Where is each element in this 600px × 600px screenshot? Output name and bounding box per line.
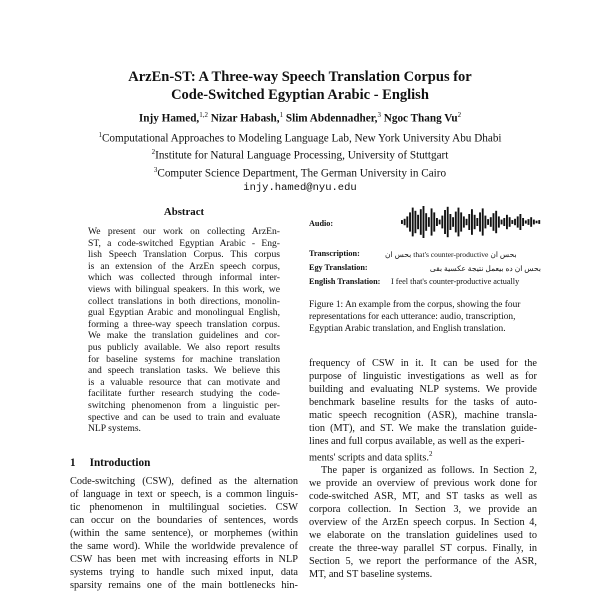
waveform-bar (417, 215, 419, 229)
waveform-bar (455, 212, 457, 233)
intro-line: The paper is organized as follows. In Section 2, (321, 465, 537, 477)
waveform-bar (525, 220, 527, 223)
intro-line: we provide an overview of previous work done for (309, 478, 537, 490)
author-names: Injy Hamed,$^{1,2}$ Nizar Habash,$^1$ Slim Abdennadher,$^3$ Ngoc Thang Vu$^2$ (138, 111, 462, 125)
intro-line: Code-switching (CSW), defined as the alternation (70, 476, 298, 487)
intro-paragraph-2 (309, 464, 537, 581)
transcription-text: بحس ان that's counter-productive بحس ان (385, 250, 517, 259)
intro-paragraph-1-cont (309, 357, 537, 448)
abstract-line: and speech translation tasks. We believe this (88, 365, 280, 377)
intro-line: building and evaluating NLP systems. We provide (309, 384, 537, 395)
waveform-bar (501, 220, 503, 225)
waveform-bar (474, 215, 476, 229)
waveform-bar (433, 212, 435, 231)
waveform-bar (444, 210, 446, 234)
abstract-body (88, 226, 280, 435)
abstract-line: NLP systems. (88, 423, 141, 435)
figure-1-caption: Figure 1: An example from the corpus, showing the four representations for each utterance: audio, transcription, Egyptian Arabic translation, and English translation. (309, 300, 521, 334)
waveform-bar (425, 213, 427, 231)
abstract-heading: Abstract (163, 206, 205, 218)
waveform-bar (519, 214, 521, 230)
abstract-line: We make the translation guidelines and cor- (88, 330, 280, 342)
waveform-bar (490, 217, 492, 227)
affiliation-2: $^2$Institute for Natural Language Processing, University of Stuttgart (151, 148, 449, 163)
waveform-bar (406, 216, 408, 227)
intro-line: we elaborate on the translation guidelines used to (309, 530, 537, 542)
waveform-bar (495, 211, 497, 233)
abstract-line: ST, a code-switched Egyptian Arabic - Eng- (88, 237, 280, 249)
intro-line: purpose of linguistic investigations as well as for (309, 371, 537, 382)
waveform-bar (517, 216, 519, 227)
abstract-line: for baseline systems for machine translation (88, 353, 280, 365)
waveform-bar (439, 220, 441, 225)
waveform-bar (528, 219, 530, 225)
intro-line: can occur on the boundaries of sentences, words (70, 515, 298, 526)
intro-line: benchmark baseline results for the tasks of auto- (309, 397, 537, 408)
waveform-bar (471, 209, 473, 235)
intro-line: CSW has been met with increasing efforts in NLP (70, 554, 298, 565)
waveform-bar (460, 212, 462, 231)
abstract-line: facilitate further research studying the code- (88, 388, 280, 400)
intro-line: lines and full corpus available, as well as the experi- (309, 436, 525, 447)
waveform-bar (401, 220, 403, 224)
waveform-bar (409, 212, 411, 231)
waveform-bar (533, 220, 535, 225)
waveform-bar (428, 217, 430, 227)
waveform-bar (431, 208, 433, 235)
affiliation-1: $^1$Computational Approaches to Modeling Language Lab, New York University Abu Dhabi (98, 130, 502, 145)
waveform-bar (476, 218, 478, 226)
waveform-bar (436, 218, 438, 226)
waveform-bar (414, 211, 416, 233)
abstract-line: switching phenomenon from a linguistic per- (88, 399, 280, 411)
waveform-bar (530, 217, 532, 227)
english-translation-row: English Translation: I feel that's counter-productive actually (309, 277, 520, 286)
waveform-bar (423, 206, 425, 238)
waveform-bar (468, 214, 470, 230)
paper-title: ArzEn-ST: A Three-way Speech Translation Corpus for Code-Switched Egyptian Arabic - English (128, 69, 472, 103)
audio-row: Audio: (309, 219, 334, 228)
intro-line: sparsity remains one of the main bottlenecks hin- (70, 580, 298, 591)
abstract-line: gual Egyptian Arabic and monolingual English, (88, 307, 280, 319)
waveform-bar (522, 218, 524, 226)
intro-paragraph-1-last-line: ments' scripts and data splits.$^2$ (309, 450, 433, 464)
abstract-line: We present our work on collecting ArzEn- (88, 226, 280, 237)
abstract-line: is a valuable resource that can motivate and (88, 376, 280, 388)
waveform-bar (449, 214, 451, 230)
abstract-line: is an extension of the ArzEn speech corpus, (88, 260, 280, 272)
figure-1 (309, 205, 541, 295)
waveform-bar (458, 208, 460, 237)
author-block (0, 108, 600, 195)
intro-line: code-switched ASR, MT, and ST tasks as well as (309, 491, 537, 503)
waveform-bar (538, 220, 540, 224)
waveform-bar (514, 219, 516, 225)
abstract-line: spective and can be used to train and evaluate (88, 411, 280, 423)
intro-line: matic speech recognition (ASR), machine transla- (309, 410, 537, 421)
transcription-row: Transcription: (309, 249, 360, 258)
intro-line: of language in text or speech, is a common linguis- (70, 489, 298, 500)
abstract-line: views with bilingual speakers. In this work, we (88, 283, 280, 295)
waveform-bar (511, 220, 513, 224)
waveform-bar (404, 219, 406, 225)
egy-translation-text: بحس ان ده بيعمل نتيجة عكسية بقى (429, 264, 541, 273)
abstract-line: which was collected through informal inter- (88, 272, 280, 284)
abstract-line: lish Speech Translation Corpus. This corpus (88, 249, 280, 261)
affiliation-3: $^3$Computer Science Department, The German University in Cairo (153, 166, 447, 180)
waveform-bar (463, 216, 465, 227)
section-heading-introduction: 1 Introduction (70, 457, 151, 469)
waveform-bar (506, 215, 508, 229)
intro-line: MT, and ST baseline systems. (309, 569, 433, 581)
waveform-bar (466, 219, 468, 225)
intro-line: Section 5, we report the performance of the ASR, (309, 556, 537, 568)
waveform-bar (447, 207, 449, 237)
waveform-bar (452, 217, 454, 227)
intro-line: corpora collection. In Section 3, we provide an (309, 504, 537, 516)
waveform-bar (441, 216, 443, 229)
waveform-bar (482, 208, 484, 235)
waveform-bar (498, 216, 500, 227)
abstract-line: collect translations in both directions, monolin- (88, 295, 280, 307)
intro-line: overview of the ArzEn speech corpus. In Section 4, (309, 517, 537, 529)
waveform-bar (536, 221, 538, 224)
abstract-line: pus publicly available. We also report results (88, 341, 280, 353)
author-email[interactable]: injy.hamed@nyu.edu (243, 181, 357, 194)
waveform-bar (479, 212, 481, 231)
waveform-bar (484, 216, 486, 229)
intro-line: the same word). While the worldwide prevalence of (70, 541, 298, 552)
waveform-bar (509, 217, 511, 227)
abstract-line: forming a three-way speech translation corpus. (88, 318, 280, 330)
waveform-bar (487, 219, 489, 225)
intro-line: systems trying to handle such mixed input, data (70, 567, 298, 578)
waveform-bar (493, 213, 495, 231)
intro-line: tion (MT), and ST. We make the translation guide- (309, 423, 537, 434)
introduction-right-column (309, 357, 537, 581)
intro-line: (within the same sentence), or morphemes (within (70, 528, 298, 539)
egy-translation-row: Egy Translation: (309, 263, 368, 272)
audio-waveform (401, 205, 541, 239)
waveform-bar (503, 218, 505, 226)
intro-line: frequency of CSW in it. It can be used for the (309, 358, 537, 369)
waveform-bar (420, 209, 422, 235)
introduction-left-column (70, 475, 298, 592)
intro-line: create the three-way parallel ST corpus. Finally, in (309, 543, 537, 555)
waveform-bar (412, 208, 414, 237)
intro-line: tic phenomenon in multilingual societies. CSW (70, 502, 298, 513)
